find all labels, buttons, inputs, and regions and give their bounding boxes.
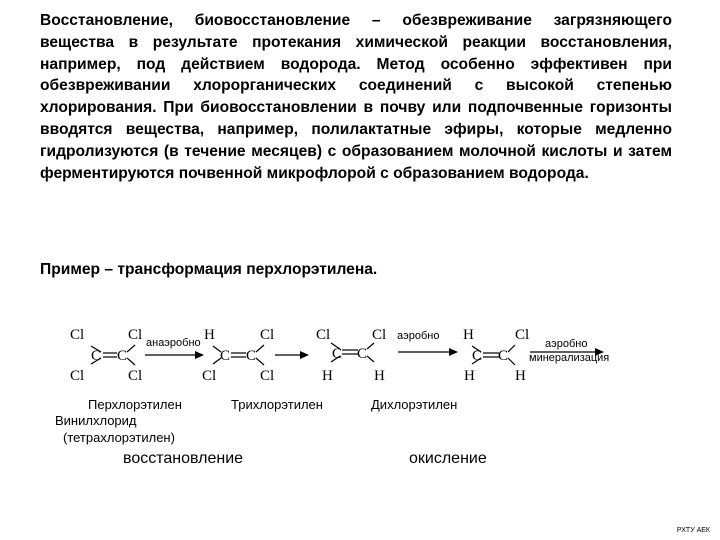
- atom-c: C: [117, 348, 128, 364]
- molecule-trichloroethylene: [202, 327, 274, 384]
- atom-cl: Cl: [260, 368, 275, 384]
- molecule-perchloroethylene: [70, 327, 142, 384]
- footer-label: РХТУ АЕК: [676, 527, 710, 534]
- arrowhead-2: [300, 351, 309, 359]
- atom-cl: Cl: [70, 327, 85, 343]
- atom-h: H: [463, 327, 474, 343]
- atom-c: C: [498, 348, 509, 364]
- atom-h: H: [374, 368, 385, 384]
- atom-h: H: [204, 327, 215, 343]
- compound-name-vinyl-chloride: Винилхлорид: [55, 413, 137, 428]
- molecule-dichloroethylene: [316, 327, 386, 384]
- process-oxidation: окисление: [409, 450, 487, 467]
- atom-cl: Cl: [316, 327, 331, 343]
- atom-c: C: [357, 346, 368, 362]
- arrow-label-aerobic-2: аэробно: [545, 338, 588, 350]
- atom-h: H: [464, 368, 475, 384]
- arrow-label-mineralization: минерализация: [529, 352, 610, 364]
- compound-name-perchloroethylene: Перхлорэтилен: [88, 397, 182, 412]
- arrow-label-aerobic: аэробно: [397, 330, 440, 342]
- atom-cl: Cl: [70, 368, 85, 384]
- arrowhead-1: [195, 351, 204, 359]
- atom-h: H: [515, 368, 526, 384]
- arrow-label-anaerobic: анаэробно: [146, 337, 201, 349]
- molecule-vinyl-chloride: [463, 327, 529, 384]
- atom-cl: Cl: [202, 368, 217, 384]
- atom-c: C: [91, 348, 102, 364]
- compound-name-dichloroethylene: Дихлорэтилен: [371, 397, 458, 412]
- main-paragraph: Восстановление, биовосстановление – обезвреживание загрязняющего вещества в результате протекания химической реакции восстановления, например, под действием водорода. Метод особенно эффективен при обезвреживании хлорорганических соединений с высокой степенью хлорирования. При биовосстановлении в почву или подпочвенные горизонты вводятся вещества, например, полилактатные эфиры, которые медленно гидролизуются (в течение месяцев) с образованием молочной кислоты и затем ферментируются почвенной микрофлорой с образованием водорода.: [40, 12, 672, 182]
- atom-cl: Cl: [515, 327, 530, 343]
- atom-c: C: [332, 346, 343, 362]
- process-reduction: восстановление: [123, 450, 244, 467]
- atom-cl: Cl: [372, 327, 387, 343]
- atom-cl: Cl: [128, 368, 143, 384]
- atom-c: C: [246, 348, 257, 364]
- atom-cl: Cl: [260, 327, 275, 343]
- atom-h: H: [322, 368, 333, 384]
- compound-name-trichloroethylene: Трихлорэтилен: [231, 397, 323, 412]
- atom-cl: Cl: [128, 327, 143, 343]
- atom-c: C: [472, 348, 483, 364]
- example-title: Пример – трансформация перхлорэтилена.: [40, 261, 378, 278]
- atom-c: C: [220, 348, 231, 364]
- compound-name-tetrachloroethylene: (тетрахлорэтилен): [63, 430, 175, 445]
- arrowhead-3: [449, 348, 458, 356]
